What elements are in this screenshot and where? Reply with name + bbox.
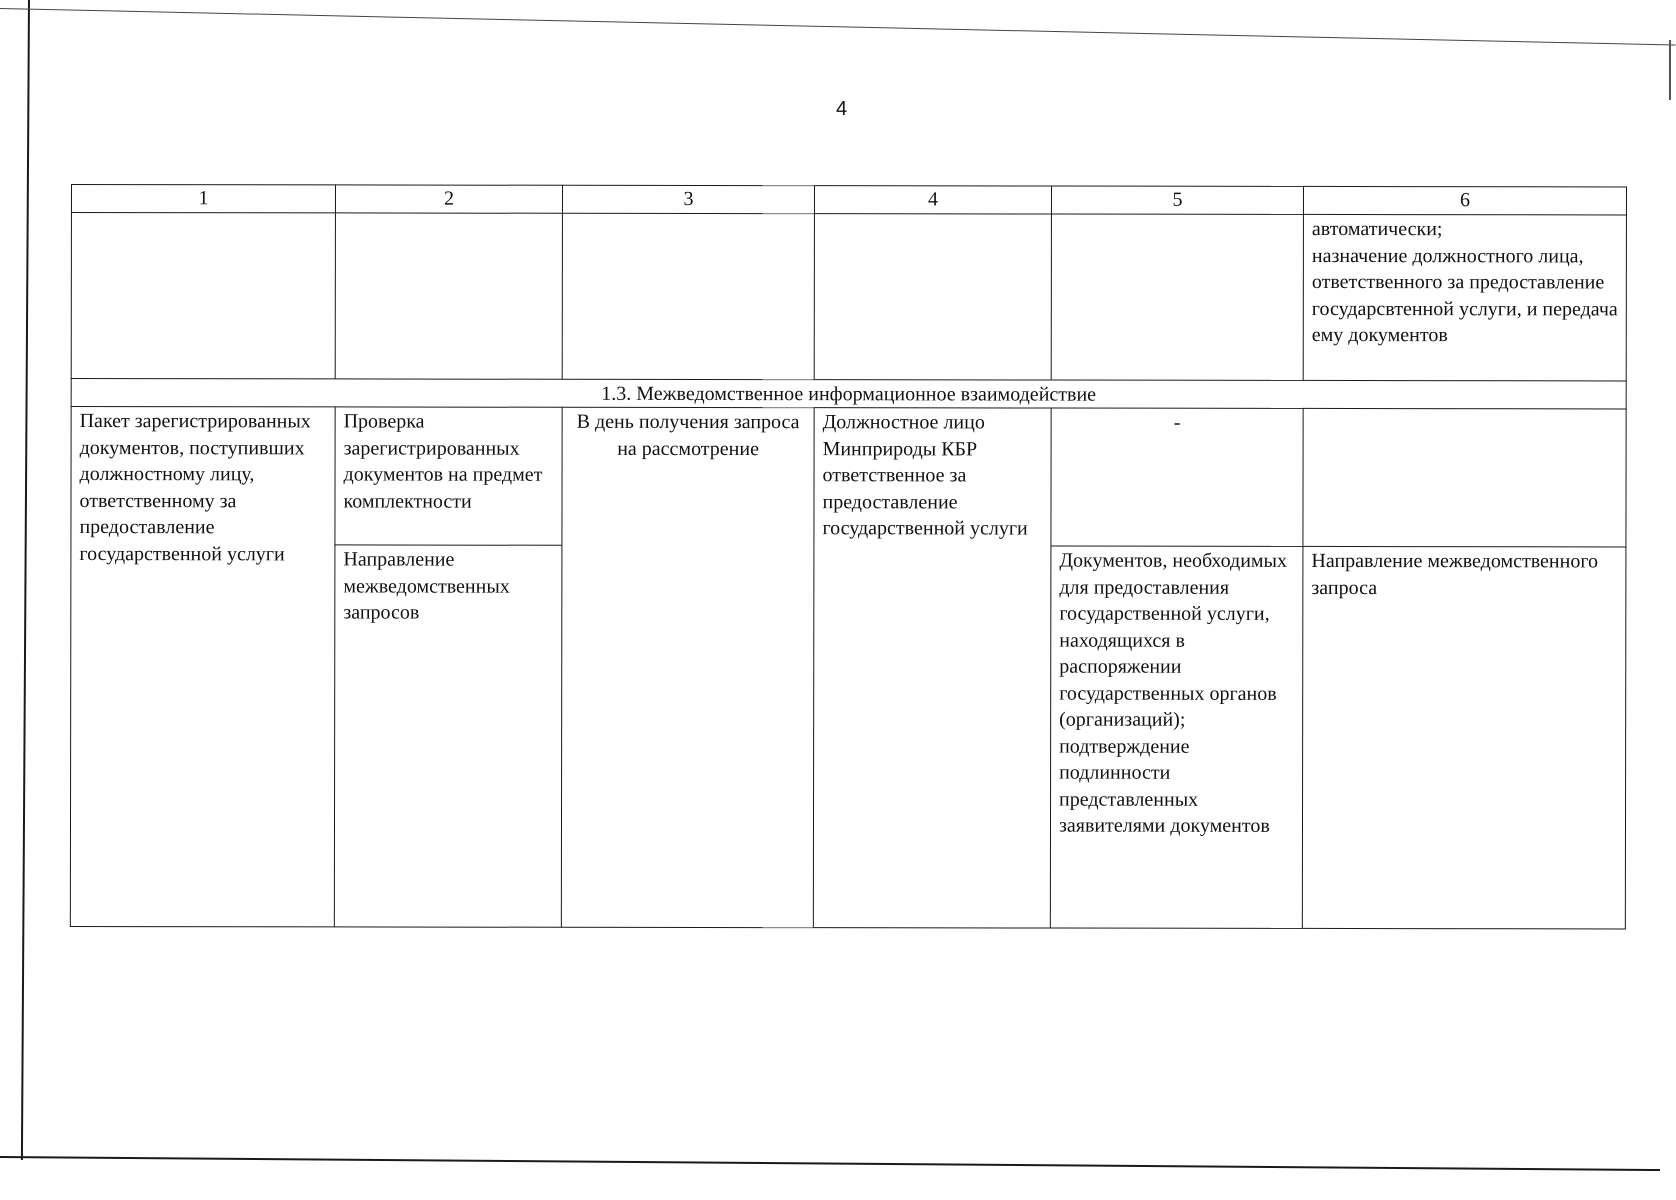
continuation-cell-2 xyxy=(335,213,562,379)
column-header-6: 6 xyxy=(1303,186,1626,215)
section-row xyxy=(71,379,1626,409)
responsible-official-cell: Должностное лицо Минприроды КБР ответственное за предоставление государственной услуги xyxy=(813,408,1051,928)
deadline-cell: В день получения запроса на рассмотрение xyxy=(561,407,814,927)
scan-edge-left xyxy=(21,0,30,1160)
column-header-1: 1 xyxy=(71,185,335,213)
table-row xyxy=(71,407,1626,547)
scan-edge-bottom xyxy=(0,1156,1660,1171)
section-title: 1.3. Межведомственное информационное взаимодействие xyxy=(71,379,1626,409)
empty-cell xyxy=(1303,408,1626,547)
procedure-table xyxy=(70,184,1627,929)
result-dash-cell: - xyxy=(1051,408,1303,546)
continuation-cell-6: автоматически; назначение должностного лица, ответственного за предоставление госудаpсвтенной услуги, и передача ему документов xyxy=(1303,214,1626,381)
table-header-row xyxy=(71,185,1626,215)
column-header-4: 4 xyxy=(814,186,1051,214)
column-header-2: 2 xyxy=(335,185,562,213)
continuation-cell-1 xyxy=(71,213,335,379)
column-header-5: 5 xyxy=(1051,186,1303,214)
scan-edge-top xyxy=(0,8,1676,46)
column-header-3: 3 xyxy=(562,185,814,213)
continuation-cell-3 xyxy=(562,213,814,379)
interagency-requests-cell: Направление межведомственных запросов xyxy=(334,545,562,927)
documents-package-cell: Пакет зарегистрированных документов, поступивших должностному лицу, ответственному за предоставление государственной услуги xyxy=(70,407,335,927)
continuation-cell-5 xyxy=(1051,214,1303,380)
scan-edge-right xyxy=(1669,40,1671,100)
interagency-request-cell: Направление межведомственного запроса xyxy=(1302,546,1626,929)
required-documents-cell: Документов, необходимых для предоставления государственной услуги, находящихся в распоряжении государственных органов (организаций); подтверждение подлинности представленных заявителями документов xyxy=(1050,546,1303,928)
completeness-check-cell: Проверка зарегистрированных документов на предмет комплектности xyxy=(335,407,562,545)
continuation-cell-4 xyxy=(814,214,1051,380)
page-number: 4 xyxy=(836,98,848,120)
continuation-row xyxy=(71,213,1626,381)
